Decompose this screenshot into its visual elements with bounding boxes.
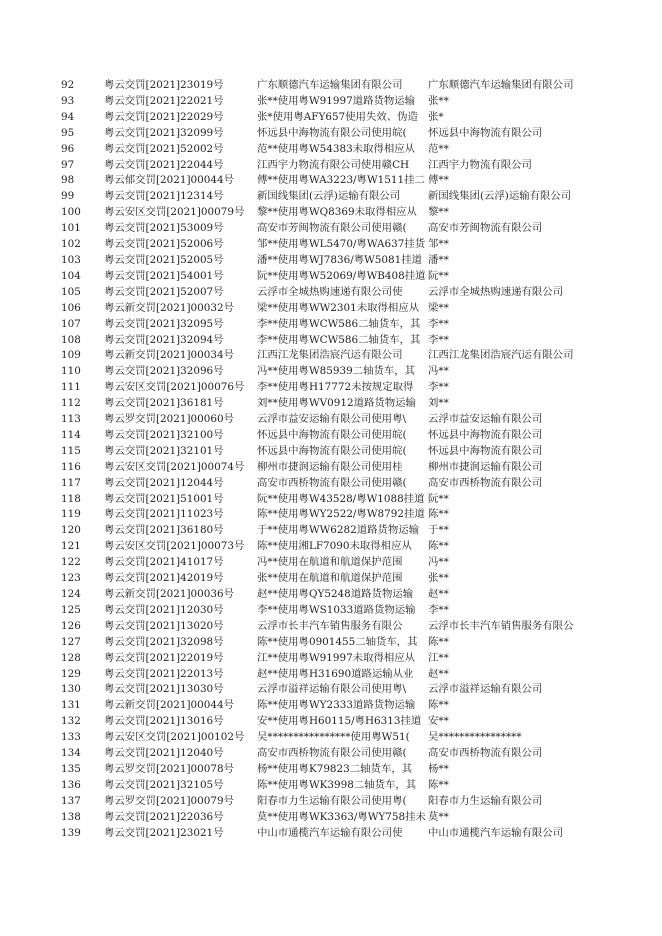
penalty-document-number: 粤云罗交罚[2021]00060号 bbox=[104, 413, 234, 426]
table-row bbox=[0, 189, 662, 205]
table-row bbox=[0, 158, 662, 174]
violation-description: 陈**使用粤WY2522/粤W8792挂道 bbox=[257, 508, 425, 521]
penalty-document-number: 粤云交罚[2021]32100号 bbox=[104, 428, 224, 441]
penalized-party: 邹** bbox=[428, 238, 449, 251]
table-row bbox=[0, 205, 662, 221]
penalized-party: 于** bbox=[428, 524, 449, 537]
table-row bbox=[0, 762, 662, 778]
violation-description: 杨**使用粤K79823二轴货车，其 bbox=[257, 762, 413, 775]
violation-description: 怀远县中海物流有限公司使用皖( bbox=[257, 428, 407, 441]
penalty-document-number: 粤云安区交罚[2021]00073号 bbox=[104, 540, 245, 553]
table-row bbox=[0, 571, 662, 587]
violation-description: 李**使用粤WS1033道路货物运输 bbox=[257, 603, 416, 616]
penalized-party: 莫** bbox=[428, 810, 449, 823]
table-row bbox=[0, 778, 662, 794]
table-row bbox=[0, 221, 662, 237]
row-number: 112 bbox=[61, 397, 81, 410]
penalized-party: 高安市西桥物流有限公司 bbox=[428, 476, 543, 489]
penalized-party: 吴**************** bbox=[428, 731, 522, 744]
penalty-document-number: 粤云交罚[2021]23021号 bbox=[104, 826, 224, 839]
penalty-document-number: 粤云交罚[2021]32105号 bbox=[104, 778, 224, 791]
penalized-party: 陈** bbox=[428, 699, 449, 712]
row-number: 139 bbox=[61, 826, 81, 839]
penalized-party: 安** bbox=[428, 715, 449, 728]
violation-description: 黎**使用粤WQ8369未取得相应从 bbox=[257, 206, 417, 219]
violation-description: 于**使用粤WW6282道路货物运输 bbox=[257, 524, 420, 537]
table-row bbox=[0, 539, 662, 555]
violation-description: 傅**使用粤WA3223/粤W1511挂二 bbox=[257, 174, 425, 187]
table-row bbox=[0, 94, 662, 110]
table-row bbox=[0, 317, 662, 333]
penalized-party: 江西宇力物流有限公司 bbox=[428, 158, 532, 171]
table-row bbox=[0, 301, 662, 317]
penalized-party: 怀远县中海物流有限公司 bbox=[428, 444, 543, 457]
penalty-document-number: 粤云交罚[2021]22044号 bbox=[104, 158, 224, 171]
penalty-document-number: 粤云安区交罚[2021]00076号 bbox=[104, 381, 245, 394]
table-row bbox=[0, 333, 662, 349]
violation-description: 怀远县中海物流有限公司使用皖( bbox=[257, 126, 407, 139]
table-row bbox=[0, 142, 662, 158]
table-row bbox=[0, 269, 662, 285]
penalty-document-number: 粤云交罚[2021]32094号 bbox=[104, 333, 224, 346]
penalty-document-number: 粤云交罚[2021]13016号 bbox=[104, 715, 224, 728]
penalty-document-number: 粤云交罚[2021]12044号 bbox=[104, 476, 224, 489]
row-number: 128 bbox=[61, 651, 81, 664]
row-number: 98 bbox=[61, 174, 75, 187]
penalty-document-number: 粤云交罚[2021]22013号 bbox=[104, 667, 224, 680]
table-row bbox=[0, 380, 662, 396]
penalized-party: 广东顺德汽车运输集团有限公司 bbox=[428, 79, 574, 91]
row-number: 132 bbox=[61, 715, 81, 728]
table-row bbox=[0, 826, 662, 842]
row-number: 94 bbox=[61, 110, 75, 123]
table-row bbox=[0, 619, 662, 635]
row-number: 113 bbox=[61, 413, 81, 426]
penalized-party: 高安市西桥物流有限公司 bbox=[428, 747, 543, 760]
violation-description: 李**使用粤WCW586二轴货车，其 bbox=[257, 317, 421, 330]
penalty-document-number: 粤云安区交罚[2021]00102号 bbox=[104, 731, 245, 744]
table-row bbox=[0, 428, 662, 444]
table-row bbox=[0, 285, 662, 301]
penalty-document-number: 粤云交罚[2021]32096号 bbox=[104, 365, 224, 378]
row-number: 114 bbox=[61, 428, 81, 441]
row-number: 138 bbox=[61, 810, 81, 823]
row-number: 135 bbox=[61, 762, 81, 775]
penalty-document-number: 粤云交罚[2021]32099号 bbox=[104, 126, 224, 139]
table-row bbox=[0, 794, 662, 810]
table-row bbox=[0, 412, 662, 428]
violation-description: 张**使用在航道和航道保护范围 bbox=[257, 572, 403, 585]
penalty-document-number: 粤云交罚[2021]12030号 bbox=[104, 603, 224, 616]
violation-description: 李**使用粤H17772未按规定取得 bbox=[257, 381, 414, 394]
penalized-party: 张** bbox=[428, 94, 449, 107]
violation-description: 云浮市长丰汽车销售服务有限公 bbox=[257, 619, 403, 632]
table-row bbox=[0, 460, 662, 476]
penalty-document-number: 粤云交罚[2021]22021号 bbox=[104, 94, 224, 107]
penalized-party: 陈** bbox=[428, 635, 449, 648]
violation-description: 江西宇力物流有限公司使用赣CH bbox=[257, 158, 410, 171]
penalized-party: 高安市芳闽物流有限公司 bbox=[428, 222, 543, 235]
row-number: 124 bbox=[61, 588, 81, 600]
row-number: 123 bbox=[61, 572, 81, 585]
penalized-party: 江西江龙集团浩宸汽运有限公司 bbox=[428, 349, 574, 362]
violation-description: 梁**使用粤WW2301未取得相应从 bbox=[257, 301, 420, 314]
penalty-document-number: 粤云新交罚[2021]00032号 bbox=[104, 301, 234, 314]
penalized-party: 云浮市溢祥运输有限公司 bbox=[428, 683, 543, 696]
violation-description: 陈**使用粤WK3998二轴货车，其 bbox=[257, 778, 417, 791]
table-row bbox=[0, 667, 662, 683]
table-row bbox=[0, 492, 662, 508]
penalty-document-number: 粤云新交罚[2021]00036号 bbox=[104, 588, 234, 600]
penalty-document-number: 粤云交罚[2021]52002号 bbox=[104, 142, 224, 155]
row-number: 110 bbox=[61, 365, 81, 378]
row-number: 126 bbox=[61, 619, 81, 632]
table-row bbox=[0, 523, 662, 539]
penalized-party: 冯** bbox=[428, 365, 449, 378]
penalized-party: 梁** bbox=[428, 301, 449, 314]
penalty-document-number: 粤云交罚[2021]52006号 bbox=[104, 238, 224, 251]
penalized-party: 阳春市力生运输有限公司 bbox=[428, 794, 543, 807]
row-number: 134 bbox=[61, 747, 81, 760]
violation-description: 陈**使用湘LF7090未取得相应从 bbox=[257, 540, 412, 553]
penalized-party: 云浮市全城热购速递有限公司 bbox=[428, 285, 564, 298]
row-number: 122 bbox=[61, 556, 81, 569]
table-row bbox=[0, 396, 662, 412]
penalized-party: 范** bbox=[428, 142, 449, 155]
table-row bbox=[0, 237, 662, 253]
row-number: 121 bbox=[61, 540, 81, 553]
penalty-document-number: 粤云交罚[2021]52007号 bbox=[104, 285, 224, 298]
table-row bbox=[0, 364, 662, 380]
penalty-document-number: 粤云交罚[2021]12314号 bbox=[104, 190, 224, 203]
violation-description: 张*使用粤AFY657使用失效、伪造 bbox=[257, 110, 418, 123]
table-row bbox=[0, 126, 662, 142]
row-number: 100 bbox=[61, 206, 81, 219]
violation-description: 冯**使用粤W85939二轴货车，其 bbox=[257, 365, 416, 378]
row-number: 101 bbox=[61, 222, 81, 235]
penalty-document-number: 粤云交罚[2021]11023号 bbox=[104, 508, 224, 521]
penalty-document-number: 粤云罗交罚[2021]00079号 bbox=[104, 794, 234, 807]
row-number: 117 bbox=[61, 476, 81, 489]
row-number: 116 bbox=[61, 460, 81, 473]
penalty-document-number: 粤云交罚[2021]32095号 bbox=[104, 317, 224, 330]
penalty-document-number: 粤云安区交罚[2021]00074号 bbox=[104, 460, 245, 473]
row-number: 93 bbox=[61, 94, 75, 107]
table-row bbox=[0, 110, 662, 126]
row-number: 104 bbox=[61, 269, 81, 282]
penalty-record-table bbox=[0, 78, 662, 842]
penalty-document-number: 粤云新交罚[2021]00034号 bbox=[104, 349, 234, 362]
table-row bbox=[0, 651, 662, 667]
penalty-document-number: 粤云交罚[2021]41017号 bbox=[104, 556, 224, 569]
penalty-document-number: 粤云交罚[2021]23019号 bbox=[104, 79, 224, 91]
violation-description: 广东顺德汽车运输集团有限公司 bbox=[257, 79, 403, 91]
penalty-document-number: 粤云交罚[2021]13020号 bbox=[104, 619, 224, 632]
penalized-party: 刘** bbox=[428, 397, 449, 410]
violation-description: 阳春市力生运输有限公司使用粤( bbox=[257, 794, 407, 807]
row-number: 102 bbox=[61, 238, 81, 251]
penalty-document-number: 粤云交罚[2021]12040号 bbox=[104, 747, 224, 760]
violation-description: 中山市通榄汽车运输有限公司使 bbox=[257, 826, 403, 839]
penalized-party: 赵** bbox=[428, 667, 449, 680]
row-number: 125 bbox=[61, 603, 81, 616]
violation-description: 潘**使用粤WJ7836/粤W5081挂道 bbox=[257, 253, 423, 266]
violation-description: 吴****************使用粤W51( bbox=[257, 731, 410, 744]
row-number: 109 bbox=[61, 349, 81, 362]
penalized-party: 杨** bbox=[428, 762, 449, 775]
penalty-document-number: 粤云交罚[2021]42019号 bbox=[104, 572, 224, 585]
row-number: 131 bbox=[61, 699, 81, 712]
violation-description: 陈**使用粤WY2333道路货物运输 bbox=[257, 699, 416, 712]
violation-description: 莫**使用粤WK3363/粤WY758挂未 bbox=[257, 810, 426, 823]
row-number: 97 bbox=[61, 158, 75, 171]
penalized-party: 李** bbox=[428, 333, 449, 346]
row-number: 92 bbox=[61, 79, 75, 91]
row-number: 95 bbox=[61, 126, 75, 139]
table-row bbox=[0, 714, 662, 730]
table-row bbox=[0, 253, 662, 269]
penalized-party: 江** bbox=[428, 651, 449, 664]
penalty-document-number: 粤云交罚[2021]51001号 bbox=[104, 492, 224, 505]
table-row bbox=[0, 555, 662, 571]
table-row bbox=[0, 173, 662, 189]
penalty-document-number: 粤云交罚[2021]53009号 bbox=[104, 222, 224, 235]
penalized-party: 陈** bbox=[428, 540, 449, 553]
violation-description: 云浮市益安运输有限公司使用粤\ bbox=[257, 413, 406, 426]
penalized-party: 云浮市益安运输有限公司 bbox=[428, 413, 543, 426]
row-number: 111 bbox=[61, 381, 81, 394]
violation-description: 安**使用粤H60115/粤H6313挂道 bbox=[257, 715, 422, 728]
penalty-document-number: 粤云交罚[2021]52005号 bbox=[104, 253, 224, 266]
violation-description: 高安市西桥物流有限公司使用赣( bbox=[257, 747, 407, 760]
penalized-party: 中山市通榄汽车运输有限公司 bbox=[428, 826, 564, 839]
penalty-document-number: 粤云交罚[2021]54001号 bbox=[104, 269, 224, 282]
row-number: 133 bbox=[61, 731, 81, 744]
violation-description: 江西江龙集团浩宸汽运有限公司 bbox=[257, 349, 403, 362]
row-number: 106 bbox=[61, 301, 81, 314]
violation-description: 高安市西桥物流有限公司使用赣( bbox=[257, 476, 407, 489]
violation-description: 赵**使用粤H31690道路运输从业 bbox=[257, 667, 414, 680]
penalty-document-number: 粤云新交罚[2021]00044号 bbox=[104, 699, 234, 712]
penalty-document-number: 粤云郁交罚[2021]00044号 bbox=[104, 174, 234, 187]
penalty-document-number: 粤云交罚[2021]22029号 bbox=[104, 110, 224, 123]
violation-description: 高安市芳闽物流有限公司使用赣( bbox=[257, 222, 407, 235]
table-row bbox=[0, 476, 662, 492]
row-number: 136 bbox=[61, 778, 81, 791]
violation-description: 陈**使用粤0901455二轴货车，其 bbox=[257, 635, 418, 648]
penalized-party: 阮** bbox=[428, 269, 449, 282]
penalized-party: 阮** bbox=[428, 492, 449, 505]
penalized-party: 李** bbox=[428, 381, 449, 394]
penalized-party: 陈** bbox=[428, 508, 449, 521]
penalized-party: 新国线集团(云浮)运输有限公司 bbox=[428, 190, 572, 203]
violation-description: 云浮市溢祥运输有限公司使用粤\ bbox=[257, 683, 406, 696]
table-row bbox=[0, 348, 662, 364]
penalized-party: 潘** bbox=[428, 253, 449, 266]
row-number: 115 bbox=[61, 444, 81, 457]
table-row bbox=[0, 78, 662, 94]
penalty-document-number: 粤云交罚[2021]32101号 bbox=[104, 444, 224, 457]
penalty-document-number: 粤云交罚[2021]22019号 bbox=[104, 651, 224, 664]
violation-description: 刘**使用粤WV0912道路货物运输 bbox=[257, 397, 416, 410]
penalized-party: 陈** bbox=[428, 778, 449, 791]
penalized-party: 张* bbox=[428, 110, 444, 123]
row-number: 96 bbox=[61, 142, 75, 155]
table-row bbox=[0, 746, 662, 762]
penalized-party: 云浮市长丰汽车销售服务有限公 bbox=[428, 619, 574, 632]
penalty-document-number: 粤云交罚[2021]32098号 bbox=[104, 635, 224, 648]
row-number: 119 bbox=[61, 508, 81, 521]
violation-description: 冯**使用在航道和航道保护范围 bbox=[257, 556, 403, 569]
penalty-document-number: 粤云罗交罚[2021]00078号 bbox=[104, 762, 234, 775]
penalized-party: 李** bbox=[428, 603, 449, 616]
penalized-party: 李** bbox=[428, 317, 449, 330]
violation-description: 赵**使用粤QY5248道路货物运输 bbox=[257, 588, 414, 600]
row-number: 120 bbox=[61, 524, 81, 537]
table-row bbox=[0, 507, 662, 523]
row-number: 127 bbox=[61, 635, 81, 648]
penalized-party: 黎** bbox=[428, 206, 449, 219]
penalized-party: 冯** bbox=[428, 556, 449, 569]
table-row bbox=[0, 810, 662, 826]
row-number: 99 bbox=[61, 190, 75, 203]
penalized-party: 怀远县中海物流有限公司 bbox=[428, 126, 543, 139]
violation-description: 阮**使用粤W43528/粤W1088挂道 bbox=[257, 492, 425, 505]
row-number: 118 bbox=[61, 492, 81, 505]
table-row bbox=[0, 603, 662, 619]
penalized-party: 怀远县中海物流有限公司 bbox=[428, 428, 543, 441]
table-row bbox=[0, 698, 662, 714]
violation-description: 李**使用粤WCW586二轴货车，其 bbox=[257, 333, 421, 346]
penalized-party: 傅** bbox=[428, 174, 449, 187]
violation-description: 张**使用粤W91997道路货物运输 bbox=[257, 94, 416, 107]
table-row bbox=[0, 444, 662, 460]
violation-description: 柳州市捷润运输有限公司使用桂 bbox=[257, 460, 403, 473]
table-row bbox=[0, 730, 662, 746]
penalized-party: 赵** bbox=[428, 588, 449, 600]
row-number: 137 bbox=[61, 794, 81, 807]
row-number: 105 bbox=[61, 285, 81, 298]
penalty-document-number: 粤云安区交罚[2021]00079号 bbox=[104, 206, 245, 219]
violation-description: 范**使用粤W54383未取得相应从 bbox=[257, 142, 416, 155]
row-number: 103 bbox=[61, 253, 81, 266]
row-number: 130 bbox=[61, 683, 81, 696]
violation-description: 江**使用粤W91997未取得相应从 bbox=[257, 651, 416, 664]
row-number: 129 bbox=[61, 667, 81, 680]
penalty-document-number: 粤云交罚[2021]22036号 bbox=[104, 810, 224, 823]
violation-description: 怀远县中海物流有限公司使用皖( bbox=[257, 444, 407, 457]
violation-description: 阮**使用粤W52069/粤WB408挂道 bbox=[257, 269, 426, 282]
penalty-document-number: 粤云交罚[2021]36180号 bbox=[104, 524, 224, 537]
penalty-document-number: 粤云交罚[2021]36181号 bbox=[104, 397, 224, 410]
row-number: 107 bbox=[61, 317, 81, 330]
violation-description: 云浮市全城热购速递有限公司使 bbox=[257, 285, 403, 298]
row-number: 108 bbox=[61, 333, 81, 346]
table-row bbox=[0, 635, 662, 651]
violation-description: 新国线集团(云浮)运输有限公司 bbox=[257, 190, 401, 203]
table-row bbox=[0, 587, 662, 603]
violation-description: 邹**使用粤WL5470/粤WA637挂货 bbox=[257, 238, 426, 251]
penalized-party: 张** bbox=[428, 572, 449, 585]
penalized-party: 柳州市捷润运输有限公司 bbox=[428, 460, 543, 473]
penalty-document-number: 粤云交罚[2021]13030号 bbox=[104, 683, 224, 696]
table-row bbox=[0, 682, 662, 698]
